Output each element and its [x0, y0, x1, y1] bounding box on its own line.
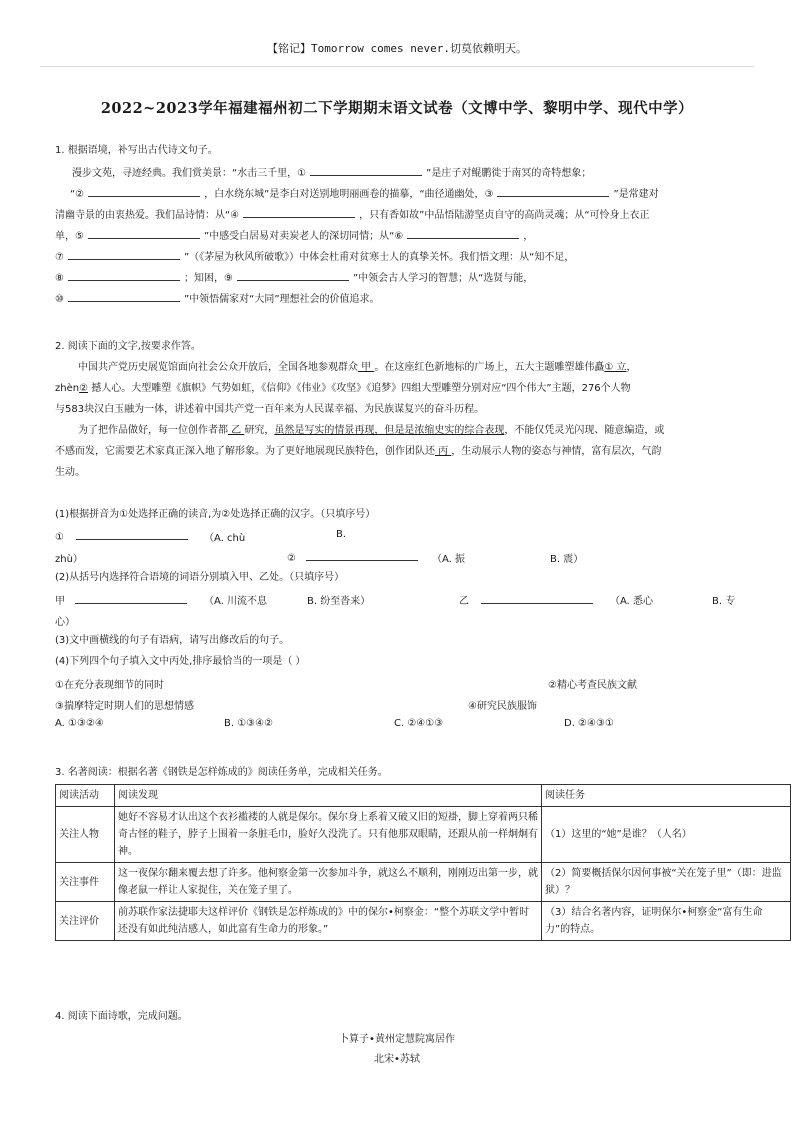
- answer-blank-6[interactable]: [407, 228, 519, 239]
- q2-sub-1-b: ②: [287, 550, 422, 564]
- answer-blank-3[interactable]: [497, 186, 609, 197]
- s1a-option-b-wrap: zhù）: [55, 554, 83, 565]
- table-cell: （3）结合名著内容，证明保尔•柯察金“富有生命力”的特点。: [542, 902, 791, 941]
- mark-2: ②: [79, 383, 89, 394]
- q1-line-7: ⑩ ”中领悟儒家对“大同”理想社会的价值追求。: [55, 291, 744, 307]
- jia-option-a: （A. 川流不息: [204, 596, 268, 607]
- answer-blank-jia[interactable]: [75, 593, 187, 604]
- q2-passage-line-2: zhèn② 撼人心。大型雕塑《旗帜》气势如虹，《信仰》《伟业》《攻坚》《追梦》四组大型雕塑分别对应“四个伟大”主题，276个人物: [55, 383, 631, 394]
- q2-sub-4: (4)下列四个句子填入文中丙处,排序最恰当的一项是（ ）: [55, 656, 306, 667]
- table-header-cell: 阅读发现: [115, 785, 542, 807]
- table-cell: 这一夜保尔翻来覆去想了许多。他柯察金第一次参加斗争，就这么不顺利，刚刚迈出第一步，就像老鼠一样让人家捉住，关在笼子里了。: [115, 863, 542, 902]
- mark-yi: 乙: [228, 425, 245, 436]
- header-divider: [40, 66, 754, 67]
- s1b-option-a: （A. 振: [432, 554, 466, 565]
- q2-sub-1-a: ①: [55, 529, 192, 543]
- table-cell: 关注评价: [56, 902, 115, 941]
- s1a-option-b: B.: [336, 529, 347, 540]
- answer-blank-9[interactable]: [237, 270, 349, 281]
- q2-passage-line-3: 与583块汉白玉融为一体，讲述着中国共产党一百年来为人民谋幸福、为民族谋复兴的奋斗历程。: [55, 404, 485, 415]
- motto-header: 【铭记】Tomorrow comes never.切莫依赖明天。: [266, 42, 528, 55]
- q2-sub-2-yi: 乙: [459, 592, 597, 607]
- underlined-sentence: 虽然是写实的情景再现，但是是浓缩史实的综合表现: [274, 425, 505, 436]
- answer-blank-yi[interactable]: [481, 593, 593, 604]
- q1-line-1: 漫步文苑，寻迹经典。我们赏美景：“水击三千里，① ”是庄子对鲲鹏徙于南冥的奇特想象；: [72, 165, 744, 181]
- poem-title: 卜算子•黄州定慧院寓居作: [339, 1034, 455, 1045]
- mark-jia: 甲: [358, 362, 375, 373]
- q1-line-6: ⑧ ；知困，⑨ ”中领会古人学习的智慧；从“选贤与能，: [55, 270, 744, 286]
- q1-line-3: 清幽寺景的由衷热爱。我们品诗情：从“④ ，只有香如故”中品悟陆游坚贞自守的高尚灵魂；从“可怜身上衣正: [55, 207, 744, 223]
- table-header-row: [56, 785, 791, 807]
- q3-heading: 3. 名著阅读：根据名著《钢铁是怎样炼成的》阅读任务单，完成相关任务。: [55, 767, 388, 778]
- q2-passage-line-1: 中国共产党历史展览馆面向社会公众开放后，全国各地参观群众 甲 。在这座红色新地标的广场上，五大主题雕塑雄伟矗① 立，: [78, 362, 637, 373]
- answer-blank-5[interactable]: [88, 228, 200, 239]
- q2-option-4: ④研究民族服饰: [468, 701, 537, 712]
- table-cell: （2）简要概括保尔因何事被“关在笼子里”（即：进监狱）？: [542, 863, 791, 902]
- q1-line-5: ⑦ ”（《茅屋为秋风所破歌》）中体会杜甫对贫寒士人的真挚关怀。我们悟文理：从“知不足，: [55, 249, 744, 265]
- q1-line-4: 单，⑤ ”中感受白居易对卖炭老人的深切同情；从“⑥ ，: [55, 228, 744, 244]
- q2-heading: 2. 阅读下面的文字,按要求作答。: [55, 341, 201, 352]
- mark-bing: 丙: [435, 446, 452, 457]
- table-cell: 关注事件: [56, 863, 115, 902]
- answer-blank-s1b[interactable]: [306, 550, 418, 561]
- q2-answer-c[interactable]: C. ②④①③: [394, 718, 444, 729]
- q2-sub-3: (3)文中画横线的句子有语病，请写出修改后的句子。: [55, 635, 290, 646]
- q2-option-2: ②精心考查民族文献: [548, 680, 637, 691]
- table-cell: 关注人物: [56, 807, 115, 863]
- q2-passage-line-6: 生动。: [55, 467, 85, 478]
- q2-option-3: ③揣摩特定时期人们的思想情感: [55, 701, 194, 712]
- mark-1-li: ① 立: [604, 362, 627, 373]
- table-header-cell: 阅读任务: [542, 785, 791, 807]
- table-header-cell: 阅读活动: [56, 785, 115, 807]
- yi-option-a: （A. 悉心: [610, 596, 654, 607]
- q2-answer-d[interactable]: D. ②④③①: [564, 718, 614, 729]
- q2-passage-line-5: 不感而发，它需要艺术家真正深入地了解形象。为了更好地展现民族特色，创作团队还 丙 ，生动展示人物的姿态与神情，富有层次，气韵: [55, 446, 662, 457]
- yi-option-b: B. 专: [712, 596, 736, 607]
- answer-blank-s1a[interactable]: [76, 529, 188, 540]
- q2-passage-line-4: 为了把作品做好，每一位创作者都 乙 研究，虽然是写实的情景再现，但是是浓缩史实的综合表现，不能仅凭灵光闪现、随意编造，或: [78, 425, 665, 436]
- reading-task-table: [55, 784, 791, 941]
- q2-sub-2: (2)从括号内选择符合语境的词语分别填入甲、乙处。（只填序号）: [55, 572, 345, 583]
- q2-answer-b[interactable]: B. ①③④②: [224, 718, 274, 729]
- answer-blank-4[interactable]: [243, 207, 355, 218]
- table-cell: 她好不容易才认出这个衣衫褴褛的人就是保尔。保尔身上系着又破又旧的短褂，脚上穿着两只稀奇古怪的鞋子，脖子上围着一条脏毛巾，脸好久没洗了。只有他那双眼睛，还跟从前一样炯炯有神。: [115, 807, 542, 863]
- table-cell: 前苏联作家法捷耶夫这样评价《钢铁是怎样炼成的》中的保尔•柯察金：“整个苏联文学中暂时还没有如此纯洁感人，如此富有生命力的形象。”: [115, 902, 542, 941]
- table-row: [56, 807, 791, 863]
- table-cell: （1）这里的“她”是谁？（人名）: [542, 807, 791, 863]
- answer-blank-8[interactable]: [68, 270, 180, 281]
- yi-option-b-wrap: 心）: [55, 617, 75, 628]
- answer-blank-7[interactable]: [68, 249, 180, 260]
- q2-option-1: ①在充分表现细节的同时: [55, 680, 164, 691]
- q2-answer-a[interactable]: A. ①③②④: [55, 718, 104, 729]
- jia-option-b: B. 纷至沓来）: [307, 596, 371, 607]
- answer-blank-1[interactable]: [310, 165, 422, 176]
- answer-blank-10[interactable]: [68, 291, 180, 302]
- s1a-option-a: （A. chù: [204, 533, 246, 544]
- q2-sub-2-jia: 甲: [55, 592, 191, 607]
- table-row: [56, 863, 791, 902]
- q4-heading: 4. 阅读下面诗歌，完成问题。: [55, 1011, 188, 1022]
- s1b-option-b: B. 震）: [550, 554, 584, 565]
- table-row: [56, 902, 791, 941]
- q1-heading: 1. 根据语境，补写出古代诗文句子。: [55, 145, 218, 156]
- answer-blank-2[interactable]: [88, 186, 200, 197]
- q1-line-2: “② ，白水绕东城”是李白对送别地明丽画卷的描摹，“曲径通幽处，③ ”是常建对: [70, 186, 744, 202]
- q2-sub-1: (1)根据拼音为①处选择正确的读音,为②处选择正确的汉字。（只填序号）: [55, 509, 376, 520]
- page-title: 2022~2023学年福建福州初二下学期期末语文试卷（文博中学、黎明中学、现代中学）: [100, 100, 694, 117]
- poem-author: 北宋•苏轼: [374, 1054, 420, 1065]
